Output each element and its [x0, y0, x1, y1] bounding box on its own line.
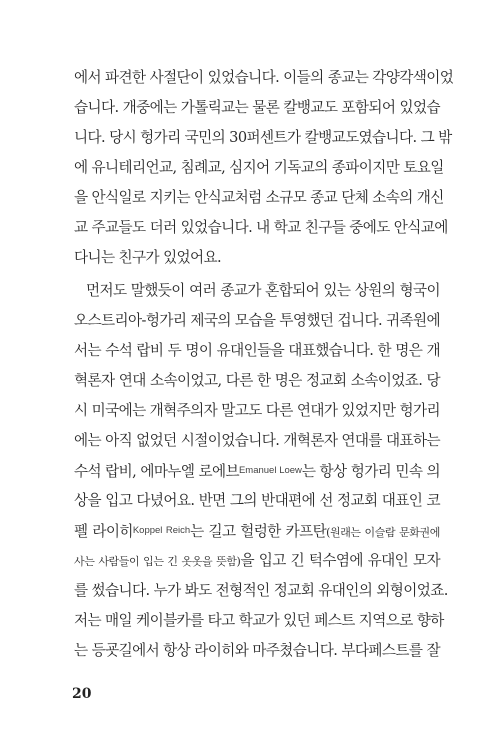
text-line: [74, 521, 440, 543]
text-line: 에는 아직 없었던 시절이었습니다. 개혁론자 연대를 대표하는: [74, 432, 440, 449]
text-line: [74, 551, 440, 572]
text-line: 를 썼습니다. 누가 봐도 전형적인 정교회 유대인의 외형이었죠.: [74, 582, 448, 599]
text-line: 혁론자 연대 소속이었고, 다른 한 명은 정교회 소속이었죠. 당: [74, 372, 440, 389]
text-line: 는 등굣길에서 항상 라이히와 마주쳤습니다. 부다페스트를 잘: [74, 642, 440, 659]
parenthetical-note: (원래는 이슬람 문화권에: [326, 526, 440, 539]
text-line: 서는 수석 랍비 두 명이 유대인들을 대표했습니다. 한 명은 개: [74, 342, 440, 359]
text-line: 먼저도 말했듯이 여러 종교가 혼합되어 있는 상원의 형국이: [86, 282, 440, 299]
text-line: 을 안식일로 지키는 안식교처럼 소규모 종교 단체 소속의 개신: [74, 189, 444, 206]
latin-name: Koppel Reich: [132, 525, 191, 536]
text-line: 오스트리아-헝가리 제국의 모습을 투영했던 겁니다. 귀족원에: [74, 312, 441, 329]
text-segment: 수석 랍비, 에마누엘 로에브: [74, 463, 239, 480]
latin-name: Emanuel Loew: [238, 465, 302, 476]
text-segment: 을 입고 긴 턱수염에 유대인 모자: [240, 552, 440, 569]
text-line: 저는 매일 케이블카를 타고 학교가 있던 페스트 지역으로 향하: [74, 612, 444, 629]
text-line: 에서 파견한 사절단이 있었습니다. 이들의 종교는 각양각색이었: [74, 69, 454, 86]
text-line: 시 미국에는 개혁주의자 말고도 다른 연대가 있었지만 헝가리: [74, 402, 440, 419]
parenthetical-note: 사는 사람들이 입는 긴 옷옷을 뜻함): [74, 555, 241, 568]
text-line: 에 유니테리언교, 침례교, 심지어 기독교의 종파이지만 토요일: [74, 159, 444, 176]
text-line: 상을 입고 다녔어요. 반면 그의 반대편에 선 정교회 대표인 코: [74, 492, 440, 509]
text-line: 다니는 친구가 있었어요.: [74, 249, 222, 266]
text-line: [74, 461, 440, 482]
text-segment: 는 길고 헐렁한 카프탄: [190, 523, 327, 540]
text-line: 습니다. 개중에는 가톨릭교는 물론 칼뱅교도 포함되어 있었습: [74, 99, 440, 116]
page-number: 20: [72, 686, 92, 702]
text-segment: 는 항상 헝가리 민속 의: [301, 463, 440, 480]
text-segment: 펠 라이히: [74, 523, 133, 540]
text-line: 니다. 당시 헝가리 국민의 30퍼센트가 칼뱅교도였습니다. 그 밖: [74, 129, 452, 146]
text-line: 교 주교들도 더러 있었습니다. 내 학교 친구들 중에도 안식교에: [74, 219, 448, 236]
